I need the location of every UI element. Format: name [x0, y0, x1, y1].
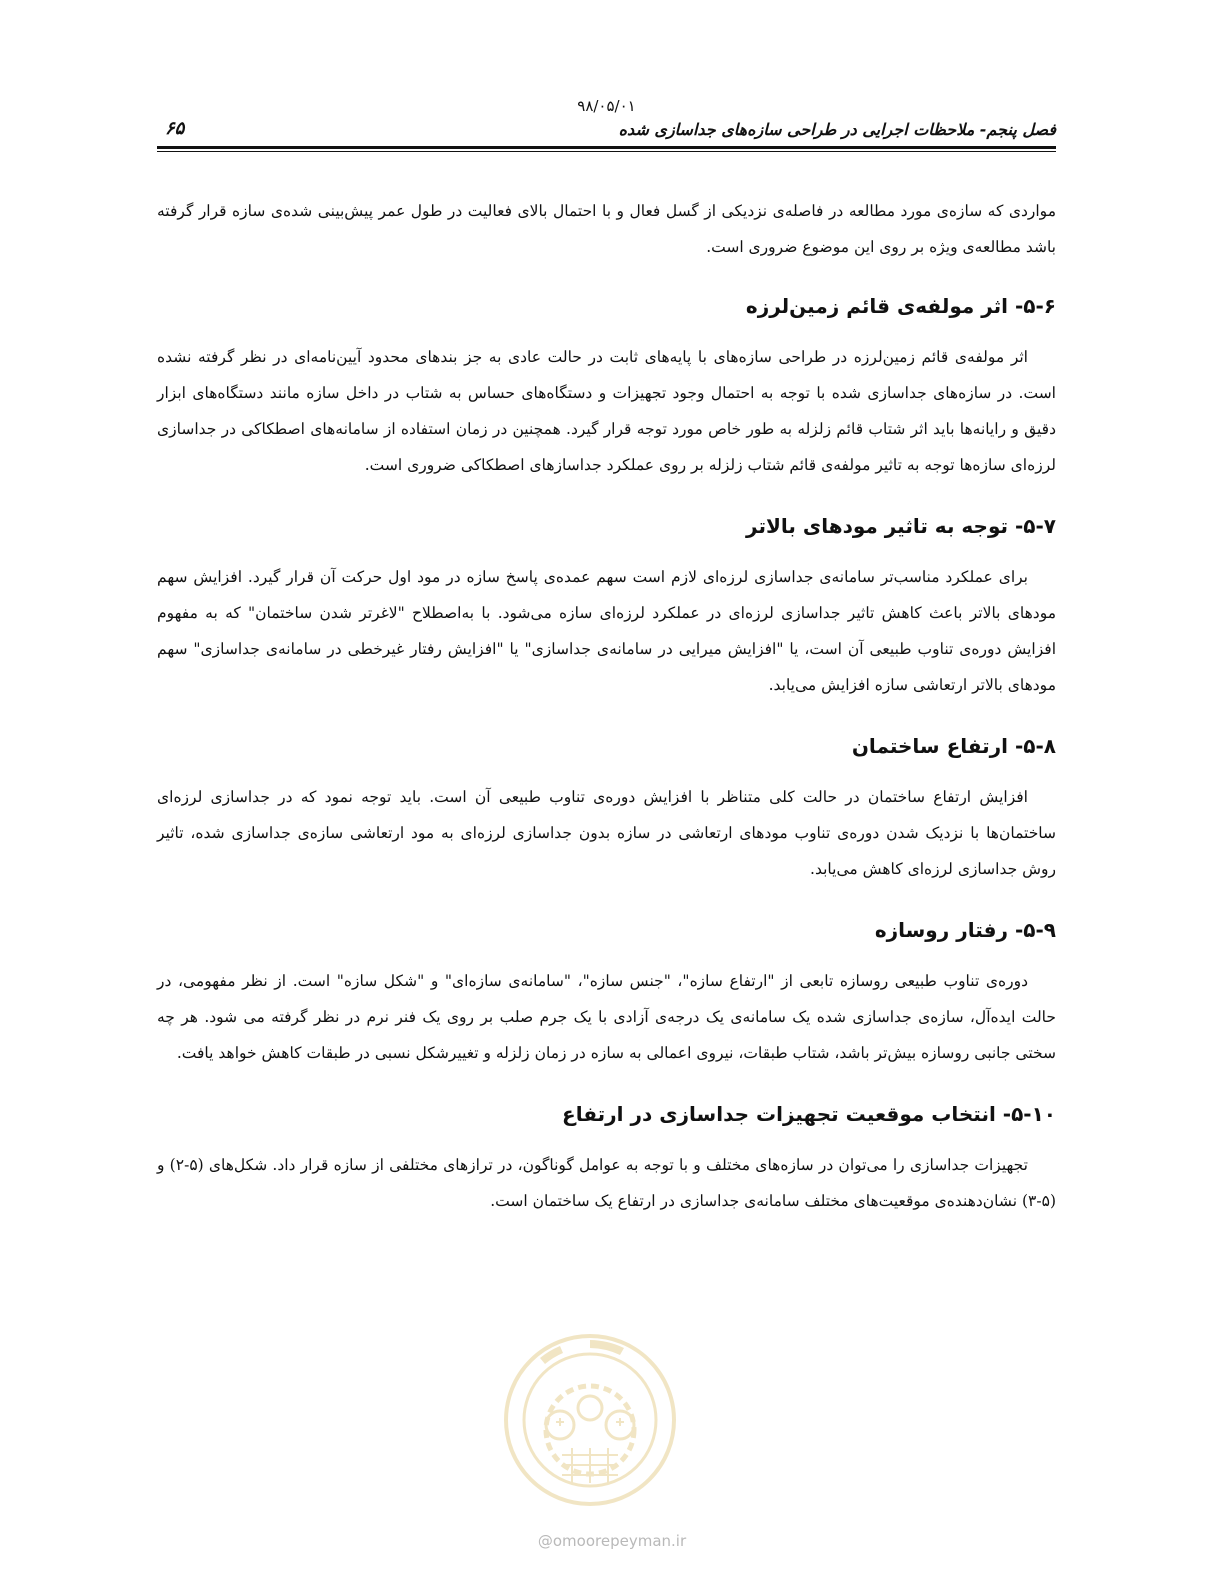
section-heading-5-9: ۵-۹- رفتار روسازه — [874, 918, 1056, 942]
header-date: ۹۸/۰۵/۰۱ — [577, 97, 636, 115]
watermark-logo-icon — [500, 1330, 680, 1510]
intro-paragraph: مواردی که سازه‌ی مورد مطالعه در فاصله‌ی نزدیکی از گسل فعال و با احتمال بالای فعالیت در طول عمر پیش‌بینی شده‌ی سازه قرار گرفته باشد مطالعه‌ی ویژه بر روی این موضوع ضروری است. — [157, 202, 1056, 256]
section-heading-5-7: ۵-۷- توجه به تاثیر مودهای بالاتر — [746, 514, 1056, 538]
page-header — [157, 92, 1056, 156]
section-paragraph-5-10: تجهیزات جداسازی را می‌توان در سازه‌های مختلف و با توجه به عوامل گوناگون، در ترازهای مختلفی از سازه قرار داد. شکل‌های (۵-۲) و (۵-۳) نشان‌دهنده‌ی موقعیت‌های مختلف سامانه‌ی جداسازی در ارتفاع یک ساختمان است. — [157, 1156, 1056, 1210]
section-paragraph-5-7: برای عملکرد مناسب‌تر سامانه‌ی جداسازی لرزه‌ای لازم است سهم عمده‌ی پاسخ سازه در مود اول حرکت آن قرار گیرد. افزایش سهم مودهای بالاتر باعث کاهش تاثیر جداسازی لرزه‌ای در عملکرد لرزه‌ای سازه می‌شود. با به‌اصطلاح "لاغرتر شدن ساختمان" که به مفهوم افزایش دوره‌ی تناوب طبیعی آن است، یا "افزایش میرایی در سامانه‌ی جداسازی" یا "افزایش رفتار غیرخطی در سامانه‌ی جداسازی" سهم مودهای بالاتر ارتعاشی سازه افزایش می‌یابد. — [157, 568, 1056, 694]
page-content — [157, 193, 1056, 1219]
section-paragraph-5-9: دوره‌ی تناوب طبیعی روسازه تابعی از "ارتفاع سازه"، "جنس سازه"، "سامانه‌ی سازه‌ای" و "شکل سازه" است. از نظر مفهومی، در حالت ایده‌آل، سازه‌ی جداسازی شده یک سامانه‌ی یک درجه‌ی آزادی با یک جرم صلب بر روی یک فنر نرم در نظر گرفته می شود. هر چه سختی جانبی روسازه بیش‌تر باشد، شتاب طبقات، نیروی اعمالی به سازه در زمان زلزله و تغییرشکل نسبی در طبقات کاهش خواهد یافت. — [157, 972, 1056, 1062]
chapter-title: فصل پنجم- ملاحظات اجرایی در طراحی سازه‌های جداسازی شده — [618, 120, 1056, 139]
page-number: ۶۵ — [165, 118, 185, 139]
header-rule-thick — [157, 146, 1056, 149]
header-rule-thin — [157, 151, 1056, 152]
section-paragraph-5-6: اثر مولفه‌ی قائم زمین‌لرزه در طراحی سازه‌های با پایه‌های ثابت در حالت عادی به جز بندهای محدود آیین‌نامه‌ای در نظر گرفته نشده است. در سازه‌های جداسازی شده با توجه به احتمال وجود تجهیزات و دستگاه‌های حساس به شتاب در داخل سازه مانند دستگاه‌های ابزار دقیق و رایانه‌ها باید اثر شتاب قائم زلزله به طور خاص مورد توجه قرار گیرد. همچنین در زمان استفاده از سامانه‌های اصطکاکی در جداسازی لرزه‌ای سازه‌ها توجه به تاثیر مولفه‌ی قائم شتاب زلزله بر روی عملکرد جداسازهای اصطکاکی ضروری است. — [157, 348, 1056, 474]
section-heading-5-10: ۵-۱۰- انتخاب موقعیت تجهیزات جداسازی در ارتفاع — [562, 1102, 1056, 1126]
section-heading-5-6: ۵-۶- اثر مولفه‌ی قائم زمین‌لرزه — [745, 294, 1056, 318]
section-paragraph-5-8: افزایش ارتفاع ساختمان در حالت کلی متناظر با افزایش دوره‌ی تناوب طبیعی آن است. باید توجه نمود که در جداسازی لرزه‌ای ساختمان‌ها با نزدیک شدن دوره‌ی تناوب مودهای ارتعاشی در سازه بدون جداسازی لرزه‌ای به مود ارتعاشی سازه‌ی جداسازی شده، تاثیر روش جداسازی لرزه‌ای کاهش می‌یابد. — [157, 788, 1056, 878]
section-heading-5-8: ۵-۸- ارتفاع ساختمان — [851, 734, 1056, 758]
watermark-url: @omoorepeyman.ir — [537, 1532, 687, 1550]
